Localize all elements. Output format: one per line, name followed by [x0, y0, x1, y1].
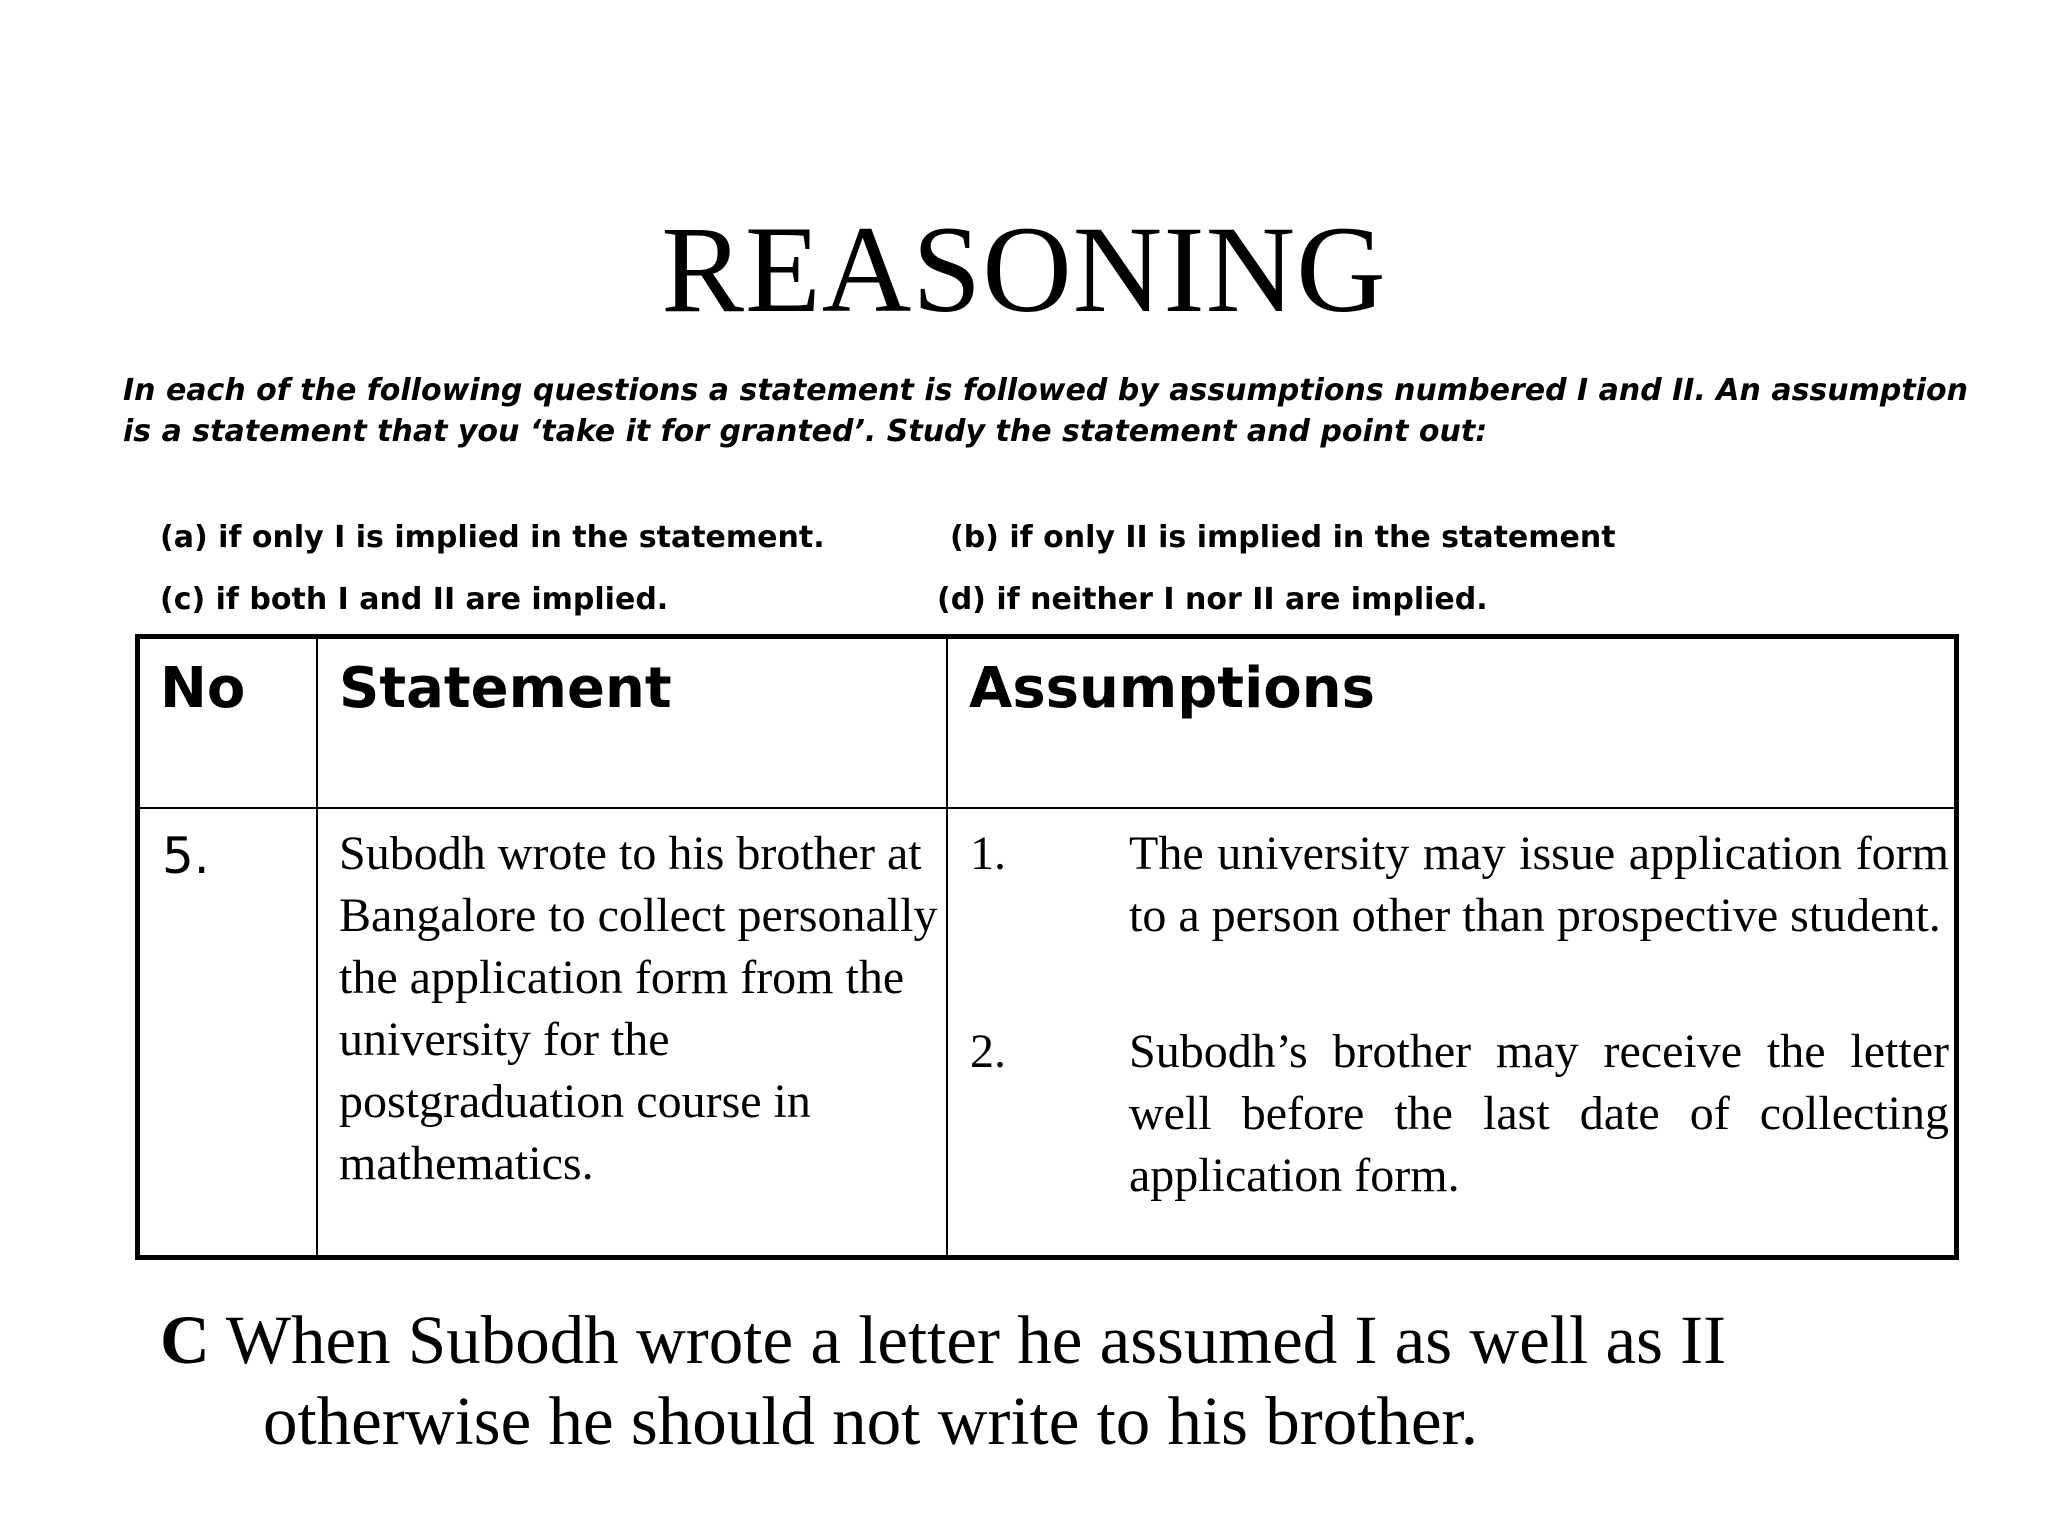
- column-divider: [316, 639, 318, 1255]
- header-assumptions: Assumptions: [969, 656, 1375, 721]
- answer-explanation: [160, 1300, 1860, 1462]
- answer-line-2: otherwise he should not write to his brother.: [263, 1383, 1478, 1459]
- option-d: (d) if neither I nor II are implied.: [937, 582, 1488, 617]
- option-b: (b) if only II is implied in the statement: [950, 520, 1616, 555]
- assumption-1-number: 1.: [970, 827, 1006, 880]
- assumption-2-number: 2.: [970, 1025, 1006, 1078]
- answer-line-1: When Subodh wrote a letter he assumed I as well as II: [209, 1302, 1727, 1378]
- assumption-2-text: Subodh’s brother may receive the letter well before the last date of collecting application form.: [1129, 1025, 1949, 1202]
- header-statement: Statement: [339, 656, 672, 721]
- header-no: No: [160, 656, 246, 721]
- column-divider: [946, 639, 948, 1255]
- statement-text: Subodh wrote to his brother at Bangalore to collect personally the application form from the university for the postgraduation course in mathematics.: [339, 827, 938, 1190]
- question-number: 5.: [162, 827, 210, 885]
- question-table: [135, 634, 1959, 1260]
- row-divider: [140, 807, 1954, 809]
- answer-letter: C: [160, 1302, 210, 1378]
- assumption-1-text: The university may issue application form to a person other than prospective student.: [1129, 827, 1949, 942]
- page-title: REASONING: [661, 201, 1387, 338]
- option-a: (a) if only I is implied in the statement.: [160, 520, 825, 555]
- option-c: (c) if both I and II are implied.: [160, 582, 669, 617]
- instructions-text: In each of the following questions a statement is followed by assumptions numbered I and II. An assumption is a statement that you ‘take it for granted’. Study the statement and point out:: [123, 373, 1968, 449]
